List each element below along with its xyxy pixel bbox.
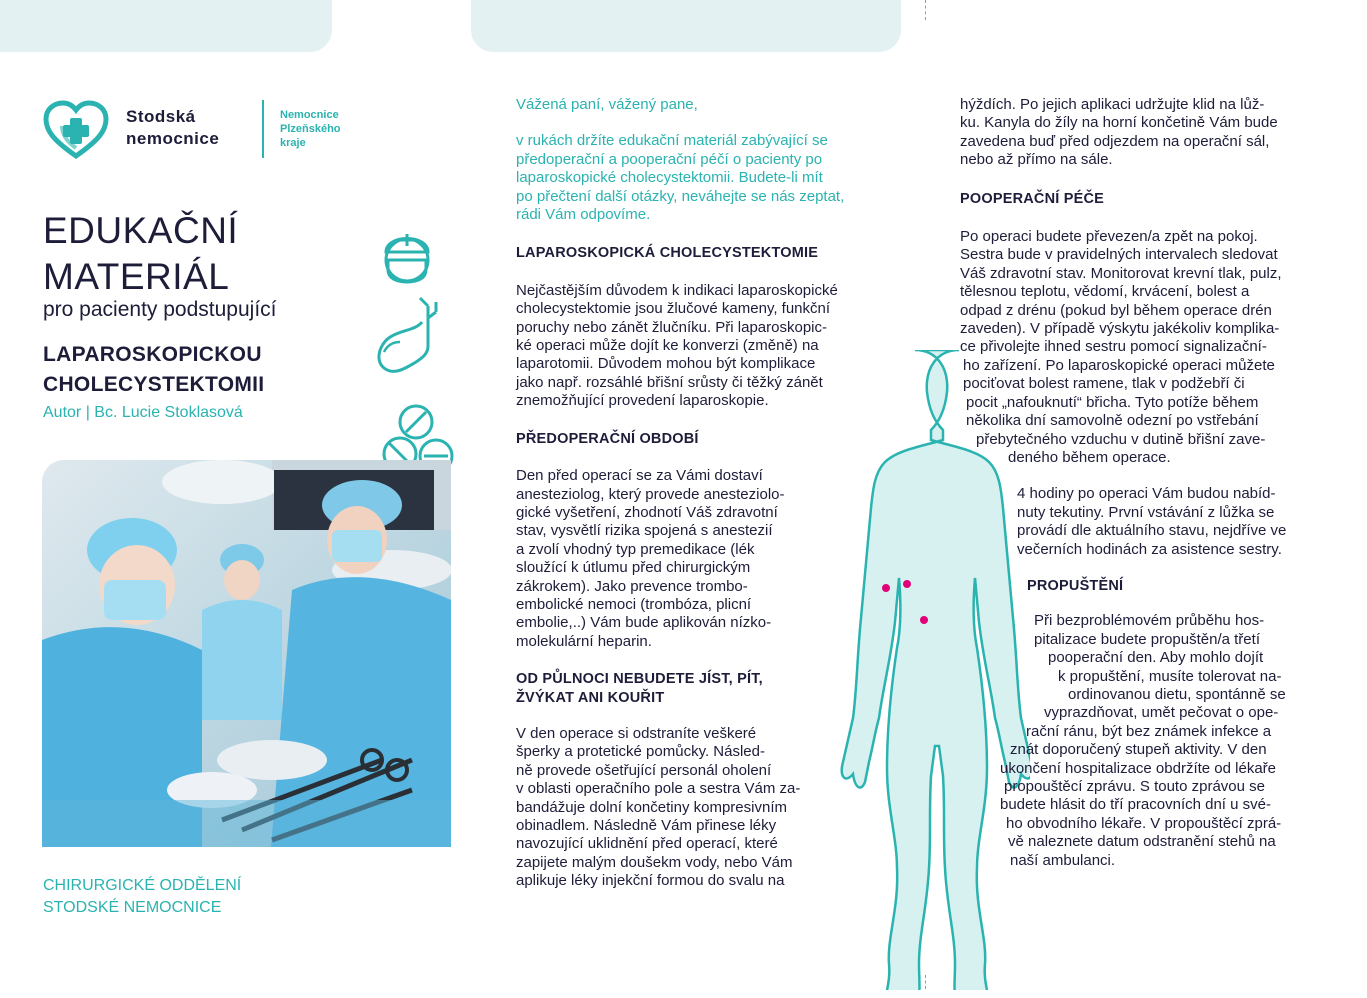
section-text-lap: Nejčastějším důvodem k indikaci laparoskopické cholecystektomie jsou žlučové kameny, funkční poruchy nebo zánět žlučníku. Při laparoskopic- ké operaci může dojít ke konverzi (změně) na laparotomii. Důvodem mohou být komplikace jako např. rozsáhlé břišní srůsty či těžký zánět znemožňující provedení laparoskopie. xyxy=(516,281,838,410)
incision-marker xyxy=(882,584,890,592)
section-heading-postop: POOPERAČNÍ PÉČE xyxy=(960,190,1104,207)
top-tab-left xyxy=(0,0,332,52)
heart-cross-icon xyxy=(42,100,110,160)
logo-name: Stodská nemocnice xyxy=(126,107,220,148)
gallbladder-icon xyxy=(379,298,436,371)
hospital-logo xyxy=(42,100,372,160)
column-left xyxy=(516,96,844,891)
column-right xyxy=(960,96,1286,870)
logo-divider xyxy=(262,100,264,158)
incision-marker xyxy=(920,616,928,624)
section-heading-discharge: PROPUŠTĚNÍ xyxy=(1027,577,1124,594)
procedure-title: LAPAROSKOPICKOU CHOLECYSTEKTOMII xyxy=(43,343,265,396)
fold-mark-top xyxy=(925,0,926,20)
section-text-preop: Den před operací se za Vámi dostaví anesteziolog, který provede anesteziolo- gické vyšetření, zhodnotí Váš zdravotní stav, vysvětlí rizika spojená s anestezií a zvolí vhodný typ premedikace (lék sloužící k útlumu před chirurgickým zákrokem). Jako prevence trombo- embolické nemoci (trombóza, plicní embolie,..) Vám bude aplikován nízko- molekulární heparin. xyxy=(516,467,785,650)
section-text-postop: Po operaci budete převezen/a zpět na pokoj. Sestra bude v pravidelných intervalech sledovat Váš zdravotní stav. Monitorovat krevní tlak, pulz, tělesnou teplotu, vědomí, krvácení, bolest a odpad z drénu (pokud byl během operace drén zaveden). V případě výskytu jakékoliv komplika- ce přivolejte ihned sestru pomocí signalizační- ho zařízení. Po laparoskopické operaci můžete pociťovat bolest ramene, tlak v podžebří či pocit „nafouknutí“ břicha. Tyto potíže během několika dní samovolně odezní po vstřebání přebytečného vzduchu v dutině břišní zave- deného během operace. xyxy=(960,228,1282,466)
section-heading-lap: LAPAROSKOPICKÁ CHOLECYSTEKTOMIE xyxy=(516,245,819,262)
section-text-midnight: V den operace si odstraníte veškeré šperky a protetické pomůcky. Násled- ně provede ošetřující personál oholení v oblasti operačního pole a sestra Vám za- bandážuje dolní končetiny kompresivním obinadlem. Následně Vám přinese léky navozující uklidnění před operací, které zapijete malým doušekm vody, nebo Vám aplikuje léky injekční formou do svalu na xyxy=(516,724,801,890)
section-heading-midnight: OD PŮLNOCI NEBUDETE JÍST, PÍT, ŽVÝKAT ANI KOUŘIT xyxy=(516,671,763,706)
cover-icons xyxy=(370,222,460,482)
department-name: CHIRURGICKÉ ODDĚLENÍ STODSKÉ NEMOCNICE xyxy=(43,877,242,916)
author-line: Autor | Bc. Lucie Stoklasová xyxy=(43,404,243,421)
logo-region: Nemocnice Plzeňského kraje xyxy=(280,109,341,149)
section-heading-preop: PŘEDOPERAČNÍ OBDOBÍ xyxy=(516,430,699,447)
intro-text: v rukách držíte edukační materiál zabývající se předoperační a pooperační péčí o pacienty po laparoskopické cholecystektomii. Budete-li mít po přečtení další otázky, neváhejte se nás zeptat, rádi Vám odpovíme. xyxy=(516,132,845,224)
cover-subtitle: pro pacienty podstupující xyxy=(43,298,277,321)
surgeon-icon xyxy=(386,234,428,282)
section-text-discharge: Při bezproblémovém průběhu hos- pitalizace budete propuštěn/a třetí pooperační den. Aby mohlo dojít k propuštění, musíte tolerovat na- ordinovanou dietu, spontánně se vyprazdňovat, umět pečovat o ope- rační ránu, být bez známek infekce a znát doporučený stupeň aktivity. V den ukončení hospitalizace obdržíte od lékaře propouštěcí zprávu. S touto zprávou se budete hlásit do tří pracovních dní u své- ho obvodního lékaře. V propouštěcí zprá- vě naleznete datum odstranění stehů na naší ambulanci. xyxy=(1000,612,1286,869)
section-text-postop-2: 4 hodiny po operaci Vám budou nabíd- nuty tekutiny. První vstávání z lůžka se provádí dle aktuálního stavu, nejdříve ve večerních hodinách za asistence sestry. xyxy=(1017,485,1287,558)
greeting: Vážená paní, vážený pane, xyxy=(516,96,698,113)
section-text-cont: hýždích. Po jejich aplikaci udržujte klid na lůž- ku. Kanyla do žíly na horní končetině Vám bude zavedena buď před odjezdem na operační sál, nebo až přímo na sále. xyxy=(960,96,1278,169)
cover-title: EDUKAČNÍ MATERIÁL xyxy=(43,210,239,297)
incision-marker xyxy=(903,580,911,588)
top-tab-right xyxy=(471,0,901,52)
surgery-photo xyxy=(42,460,451,847)
